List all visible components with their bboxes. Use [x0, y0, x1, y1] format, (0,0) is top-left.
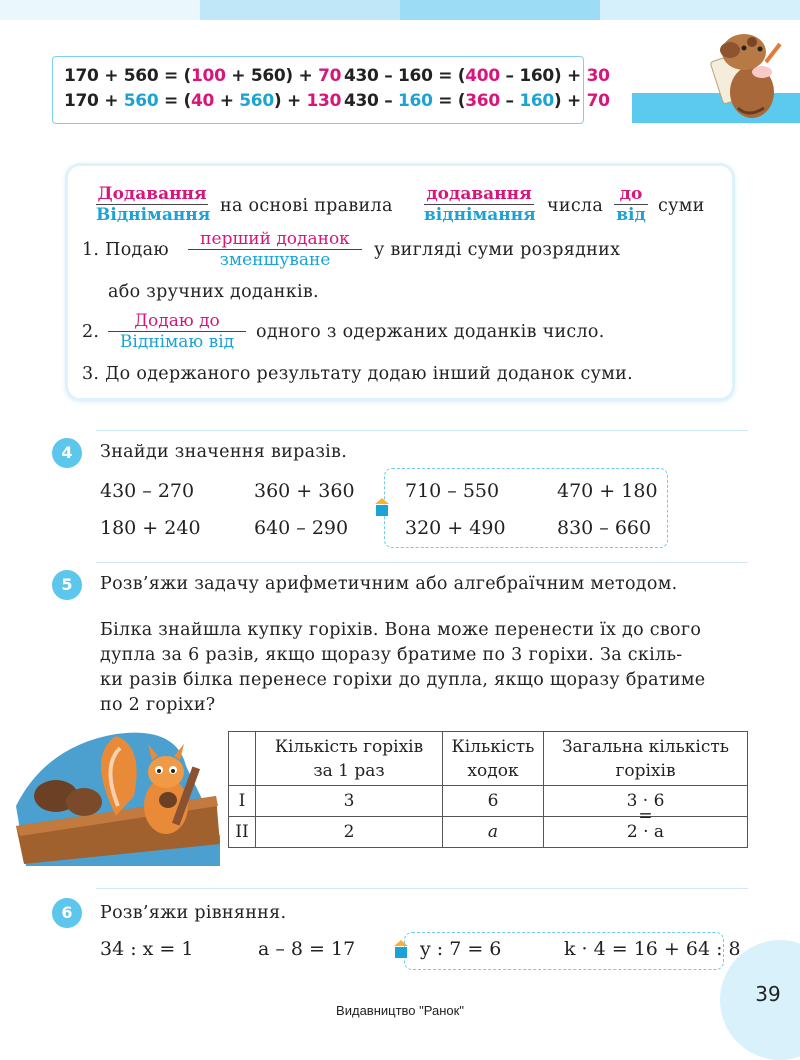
task4-expr: 830 – 660 [557, 517, 652, 539]
table-cell: I [229, 786, 256, 817]
table-cell: 2 [256, 817, 443, 848]
task4-expr: 470 + 180 [557, 480, 658, 502]
table-cell: a [443, 817, 544, 848]
table-cell: 2 · a [544, 817, 748, 848]
task4-expr: 710 – 550 [405, 480, 500, 502]
task6-equation: a – 8 = 17 [258, 938, 356, 960]
task4-expr: 640 – 290 [254, 517, 349, 539]
capybara-mascot-icon [700, 22, 790, 122]
table-cell: 3 · 6 = [544, 786, 748, 817]
task-number-badge: 4 [52, 438, 82, 468]
rule-step1-suffix: у вигляді суми розрядних [374, 240, 621, 260]
table-header-cell: Загальна кількість горіхів [544, 732, 748, 786]
table-header-cell: Кількість горіхів за 1 раз [256, 732, 443, 786]
task5-text-line: ки разів білка перенесе горіхи до дупла, якщо щоразу братиме [100, 670, 706, 690]
top-strip-2 [200, 0, 400, 20]
rule-step3: 3. До одержаного результату додаю інший доданок суми. [82, 364, 633, 384]
rule-step2-prefix: 2. [82, 322, 100, 342]
equality-sign: = [638, 806, 653, 826]
rule-step1-continuation: або зручних доданків. [108, 282, 319, 302]
table-cell: 6 [443, 786, 544, 817]
separator-line [96, 562, 748, 563]
task4-expr: 180 + 240 [100, 517, 201, 539]
rule-step1-fraction: перший доданок зменшуване [188, 229, 362, 270]
task5-title: Розв’яжи задачу арифметичним або алгебраїчним методом. [100, 574, 678, 594]
task4-title: Знайди значення виразів. [100, 442, 348, 462]
separator-line [96, 430, 748, 431]
task4-expr: 430 – 270 [100, 480, 195, 502]
house-icon [375, 498, 389, 516]
table-cell: II [229, 817, 256, 848]
example-line2-left: 170 + 560 = (40 + 560) + 130 [64, 91, 342, 111]
rule-header-fraction: Додавання Віднімання [96, 184, 211, 225]
example-line2-right: 430 – 160 = (360 – 160) + 70 [344, 91, 610, 111]
rule-preposition-fraction: до від [614, 184, 648, 225]
table-header-cell: Кількість ходок [443, 732, 544, 786]
top-strip-3 [400, 0, 600, 20]
rule-step2-suffix: одного з одержаних доданків число. [256, 322, 605, 342]
task6-equation: 34 : x = 1 [100, 938, 194, 960]
top-strip-4 [600, 0, 800, 20]
house-icon [394, 940, 408, 958]
page-number: 39 [755, 982, 781, 1006]
publisher-footer: Видавництво "Ранок" [336, 1003, 464, 1018]
task4-expr: 320 + 490 [405, 517, 506, 539]
example-line1-left: 170 + 560 = (100 + 560) + 70 [64, 66, 342, 86]
rule-text-basis: на основі правила [220, 196, 393, 216]
rule-text-number: числа [547, 196, 604, 216]
task5-text-line: по 2 горіхи? [100, 695, 216, 715]
task5-text-line: дупла за 6 разів, якщо щоразу братиме по 3 горіхи. За скіль- [100, 645, 683, 665]
example-line1-right: 430 – 160 = (400 – 160) + 30 [344, 66, 610, 86]
rule-operation-fraction: додавання віднімання [424, 184, 536, 225]
task-number-badge: 6 [52, 898, 82, 928]
task6-equation: y : 7 = 6 [420, 938, 502, 960]
table-row [229, 786, 748, 817]
task6-title: Розв’яжи рівняння. [100, 903, 287, 923]
rule-text-sum: суми [658, 196, 705, 216]
task5-data-table [228, 731, 748, 848]
squirrel-illustration-icon [16, 726, 220, 866]
separator-line [96, 888, 748, 889]
task6-equation: k · 4 = 16 + 64 : 8 [564, 938, 741, 960]
top-strip-1 [0, 0, 200, 20]
rule-step2-fraction: Додаю до Віднімаю від [108, 311, 246, 352]
rule-step1-prefix: 1. Подаю [82, 240, 169, 260]
task5-text-line: Білка знайшла купку горіхів. Вона може перенести їх до свого [100, 620, 702, 640]
task4-expr: 360 + 360 [254, 480, 355, 502]
task-number-badge: 5 [52, 570, 82, 600]
table-corner-cell [229, 732, 256, 786]
table-cell: 3 [256, 786, 443, 817]
